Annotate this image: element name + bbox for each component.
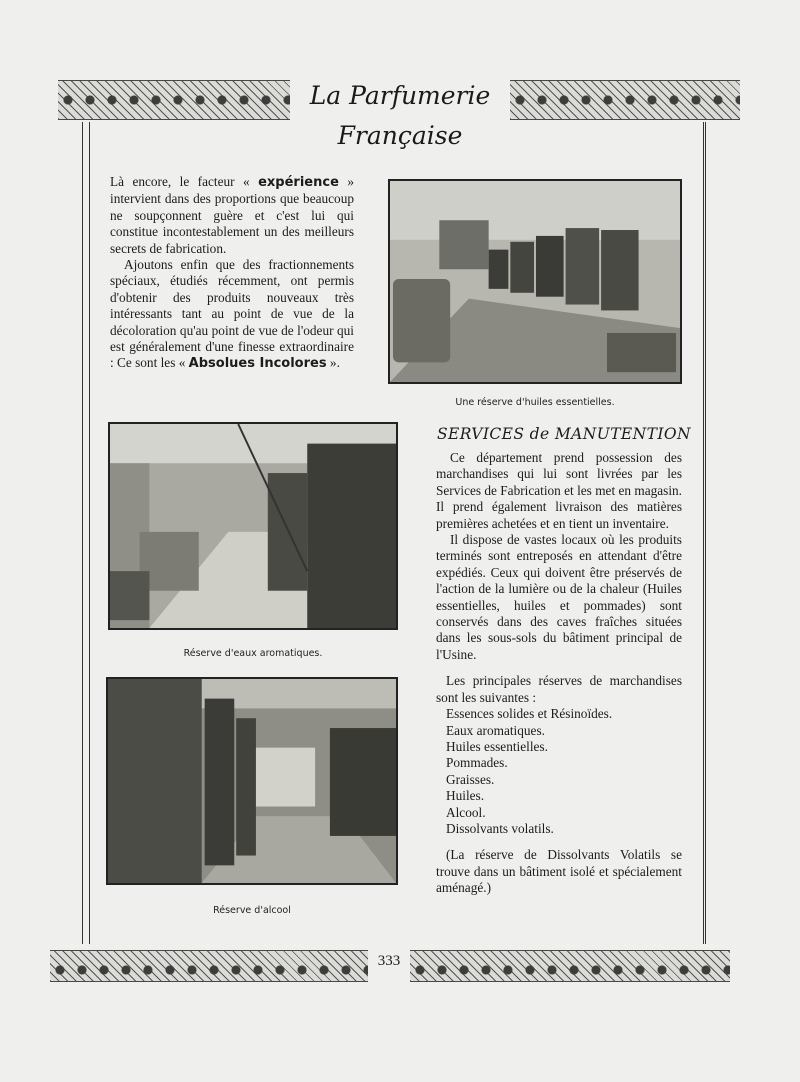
footer-ornament-left bbox=[50, 950, 368, 982]
services-text bbox=[436, 450, 682, 897]
footer-ornament-right bbox=[410, 950, 730, 982]
services-note: (La réserve de Dissolvants Volatils se trouve dans un bâtiment isolé et spécialement aménagé.) bbox=[436, 847, 682, 896]
goods-item: Alcool. bbox=[446, 804, 486, 820]
goods-item: Huiles. bbox=[446, 788, 485, 804]
emphasis-experience: expérience bbox=[258, 175, 339, 190]
page-number: 333 bbox=[374, 953, 404, 970]
page-title: La Parfumerie Française bbox=[290, 76, 510, 156]
services-paragraph-3: Les principales réserves de marchandises sont les suivantes : bbox=[436, 673, 682, 705]
intro-text bbox=[110, 174, 354, 373]
intro-paragraph-1: Là encore, le facteur « expérience » intervient dans des proportions que beaucoup ne soupçonnent guère et c'est lui qui constitue incontestablement un des meilleurs secrets de fabrication. bbox=[110, 174, 354, 256]
header-ornament-right bbox=[510, 80, 740, 120]
frame-line-left bbox=[82, 122, 83, 944]
services-heading: SERVICES de MANUTENTION bbox=[437, 425, 691, 443]
services-paragraph-1: Ce département prend possession des marchandises qui lui sont livrées par les Services de Fabrication et les met en magasin. Il prend également livraison des matières premières achetées et en tient un inventaire. bbox=[436, 450, 682, 531]
caption-huiles: Une réserve d'huiles essentielles. bbox=[455, 397, 615, 408]
goods-item: Pommades. bbox=[446, 755, 508, 771]
photo-huiles-essentielles bbox=[388, 179, 682, 384]
goods-list bbox=[436, 706, 682, 837]
photo-eaux-aromatiques bbox=[108, 422, 398, 630]
goods-item: Dissolvants volatils. bbox=[446, 820, 554, 836]
header-ornament-left bbox=[58, 80, 290, 120]
frame-line-left-inner bbox=[89, 122, 90, 944]
goods-item: Graisses. bbox=[446, 771, 495, 787]
goods-item: Huiles essentielles. bbox=[446, 738, 548, 754]
caption-alcool: Réserve d'alcool bbox=[213, 905, 291, 916]
photo-alcool bbox=[106, 677, 398, 885]
goods-item: Essences solides et Résinoïdes. bbox=[446, 706, 613, 722]
frame-line-right bbox=[703, 122, 706, 944]
services-paragraph-2: Il dispose de vastes locaux où les produits terminés sont entreposés en attendant d'être expédiés. Ceux qui doivent être préservés de l'action de la lumière ou de la chaleur (Huiles essentielles, huiles et pommades) sont conservés dans des caves fraîches situées dans les sous-sols du bâtiment principal de l'Usine. bbox=[436, 532, 682, 662]
intro-paragraph-2: Ajoutons enfin que des fractionnements spéciaux, étudiés récemment, ont permis d'obtenir des produits nouveaux très intéressants tant au point de vue de la décoloration qu'au point de vue de l'odeur qui est généralement d'une finesse extraordinaire : Ce sont les « Absolues Incolores ». bbox=[110, 257, 354, 372]
emphasis-absolues: Absolues Incolores bbox=[188, 356, 327, 372]
caption-eaux: Réserve d'eaux aromatiques. bbox=[183, 648, 323, 659]
goods-item: Eaux aromatiques. bbox=[446, 722, 545, 738]
